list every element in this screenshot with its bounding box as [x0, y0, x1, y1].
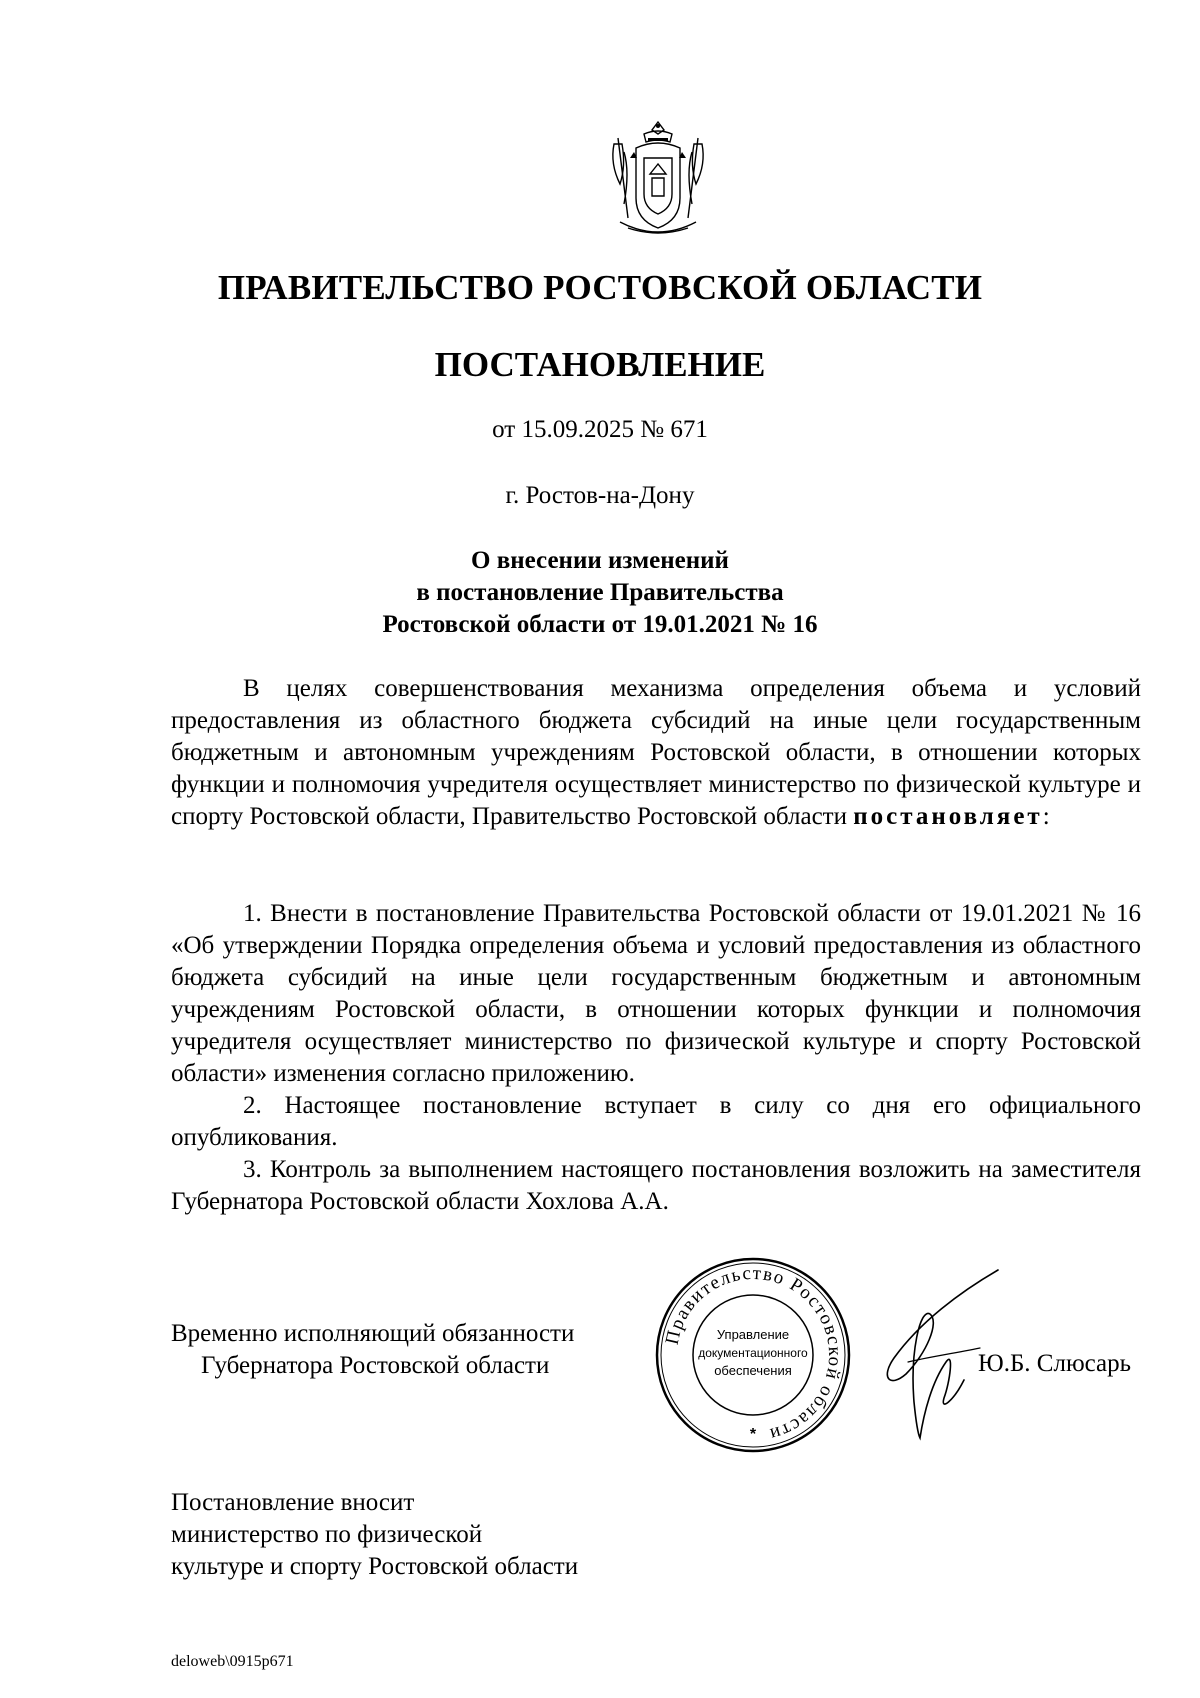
subject-line: в постановление Правительства — [416, 579, 784, 606]
signatory-position — [171, 1318, 574, 1382]
seal-ring-text: Правительство Ростовской области — [661, 1262, 846, 1446]
introduced-line: министерство по физической — [171, 1521, 483, 1548]
position-line: Временно исполняющий обязанности — [171, 1320, 575, 1347]
document-date-number: от 15.09.2025 № 671 — [492, 416, 708, 443]
introduced-by — [171, 1487, 578, 1583]
seal-center-line: обеспечения — [714, 1363, 792, 1378]
subject-line: О внесении изменений — [471, 547, 729, 574]
document-subject — [0, 545, 1200, 641]
preamble-keyword: постановляет — [853, 803, 1043, 830]
preamble-text: В целях совершенствования механизма определения объема и условий предоставления из областного бюджета субсидий на иные цели государственным бюджетным и автономным учреждениям Ростовской области, в отношении которых функции и полномочия учредителя осуществляет министерство по физической культуре и спорту Ростовской области, Правительство Ростовской области — [171, 675, 1141, 830]
organization-title: ПРАВИТЕЛЬСТВО РОСТОВСКОЙ ОБЛАСТИ — [217, 268, 983, 307]
preamble-tail: : — [1042, 803, 1050, 830]
subject-line: Ростовской области от 19.01.2021 № 16 — [382, 611, 818, 638]
decree-item: 2. Настоящее постановление вступает в силу со дня его официального опубликования. — [171, 1092, 1141, 1151]
coat-of-arms-emblem — [600, 118, 716, 240]
signatory-name: Ю.Б. Слюсарь — [978, 1350, 1132, 1377]
position-line: Губернатора Ростовской области — [201, 1352, 550, 1379]
document-city: г. Ростов-на-Дону — [505, 482, 695, 509]
document-registry-code: deloweb\0915p671 — [171, 1653, 294, 1670]
preamble-paragraph — [171, 673, 1141, 833]
decree-items — [171, 898, 1141, 1218]
document-type: ПОСТАНОВЛЕНИЕ — [434, 345, 766, 384]
official-seal — [653, 1255, 853, 1455]
preamble — [171, 673, 1141, 833]
decree-item: 3. Контроль за выполнением настоящего постановления возложить на заместителя Губернатора Ростовской области Хохлова А.А. — [171, 1156, 1141, 1215]
introduced-line: Постановление вносит — [171, 1489, 415, 1516]
introduced-line: культуре и спорту Ростовской области — [171, 1553, 579, 1580]
seal-center-line: документационного — [698, 1346, 808, 1360]
seal-center-line: Управление — [716, 1327, 790, 1342]
decree-item: 1. Внести в постановление Правительства Ростовской области от 19.01.2021 № 16 «Об утверждении Порядка определения объема и условий предоставления из областного бюджета субсидий на иные цели государственным бюджетным и автономным учреждениям Ростовской области, в отношении которых функции и полномочия учредителя осуществляет министерство по физической культуре и спорту Ростовской области» изменения согласно приложению. — [171, 900, 1141, 1087]
seal-star: * — [749, 1426, 757, 1443]
